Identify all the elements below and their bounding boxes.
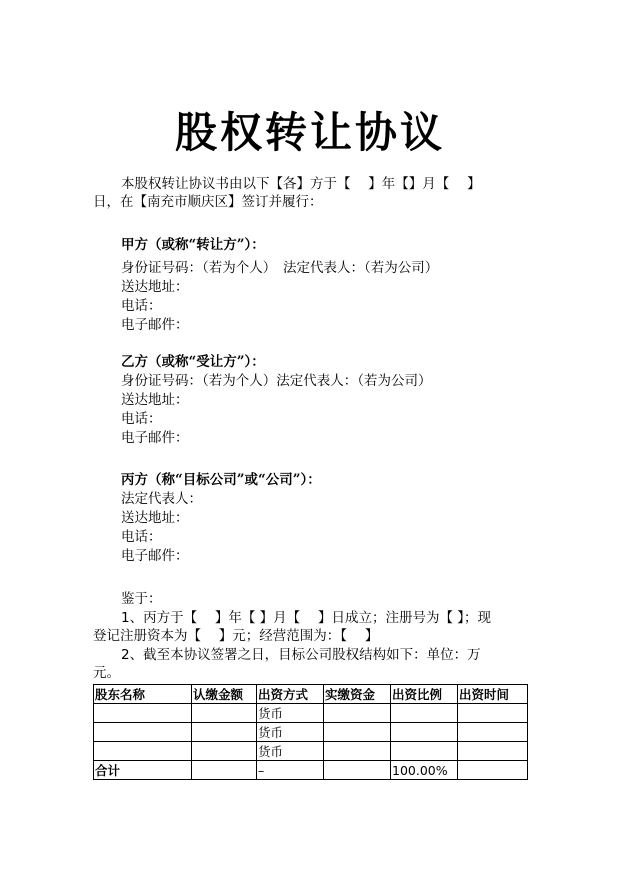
header-contribution-time: 出资时间 xyxy=(458,685,528,704)
party-b-phone: 电话： xyxy=(121,411,162,427)
table-total-row xyxy=(94,761,528,780)
table-cell: 货币 xyxy=(257,704,324,723)
table-row xyxy=(94,704,528,723)
table-cell xyxy=(192,704,257,723)
table-cell xyxy=(192,761,257,780)
table-row xyxy=(94,723,528,742)
party-a-heading: 甲方（或称“转让方”）： xyxy=(121,237,265,253)
table-cell xyxy=(458,704,528,723)
table-cell xyxy=(94,704,192,723)
table-header-row xyxy=(94,685,528,704)
table-cell xyxy=(192,723,257,742)
party-a-email: 电子邮件： xyxy=(121,317,189,333)
header-subscribed-amount: 认缴金额 xyxy=(192,685,257,704)
table-cell xyxy=(458,761,528,780)
party-c-phone: 电话： xyxy=(121,529,162,545)
table-cell xyxy=(458,723,528,742)
intro-line-2: 日，在【南充市顺庆区】签订并履行： xyxy=(93,194,323,210)
table-cell xyxy=(458,742,528,761)
party-b-id-line: 身份证号码：（若为个人）法定代表人：（若为公司） xyxy=(121,373,432,389)
table-cell: 货币 xyxy=(257,723,324,742)
header-contribution-method: 出资方式 xyxy=(257,685,324,704)
table-cell xyxy=(391,704,458,723)
header-contribution-ratio: 出资比例 xyxy=(391,685,458,704)
table-cell xyxy=(391,742,458,761)
party-c-address: 送达地址： xyxy=(121,510,189,526)
table-cell xyxy=(94,723,192,742)
table-row xyxy=(94,742,528,761)
table-cell xyxy=(192,742,257,761)
table-cell: 货币 xyxy=(257,742,324,761)
whereas-clause-1-line-1: 1、丙方于【 】年【 】月【 】日成立；注册号为【 】；现 xyxy=(121,610,492,626)
equity-structure-table xyxy=(93,684,528,780)
intro-line-1: 本股权转让协议书由以下【各】方于【 】年【】月【 】 xyxy=(121,176,481,192)
party-a-phone: 电话： xyxy=(121,298,162,314)
header-shareholder-name: 股东名称 xyxy=(94,685,192,704)
whereas-clause-2-line-1: 2、截至本协议签署之日，目标公司股权结构如下：单位：万 xyxy=(121,647,481,663)
table-cell: – xyxy=(257,761,324,780)
table-cell xyxy=(324,742,391,761)
table-cell xyxy=(324,723,391,742)
total-label-cell: 合计 xyxy=(94,761,192,780)
table-cell xyxy=(324,761,391,780)
party-b-heading: 乙方（或称“受让方”）： xyxy=(121,354,265,370)
party-a-address: 送达地址： xyxy=(121,279,189,295)
whereas-label: 鉴于： xyxy=(121,591,162,607)
table-cell xyxy=(324,704,391,723)
whereas-clause-2-line-2: 元。 xyxy=(93,665,120,681)
header-paid-in-capital: 实缴资金 xyxy=(324,685,391,704)
whereas-clause-1-line-2: 登记注册资本为【 】元；经营范围为：【 】 xyxy=(93,628,379,644)
table-cell xyxy=(94,742,192,761)
table-cell xyxy=(391,723,458,742)
party-c-email: 电子邮件： xyxy=(121,548,189,564)
document-title: 股权转让协议 xyxy=(174,108,445,157)
party-a-id-line: 身份证号码：（若为个人） 法定代表人：（若为公司） xyxy=(121,260,439,276)
total-ratio-cell: 100.00% xyxy=(391,761,458,780)
party-c-heading: 丙方（称“目标公司”或“公司”）： xyxy=(121,472,321,488)
party-c-legal-rep: 法定代表人： xyxy=(121,491,202,507)
party-b-email: 电子邮件： xyxy=(121,430,189,446)
party-b-address: 送达地址： xyxy=(121,392,189,408)
